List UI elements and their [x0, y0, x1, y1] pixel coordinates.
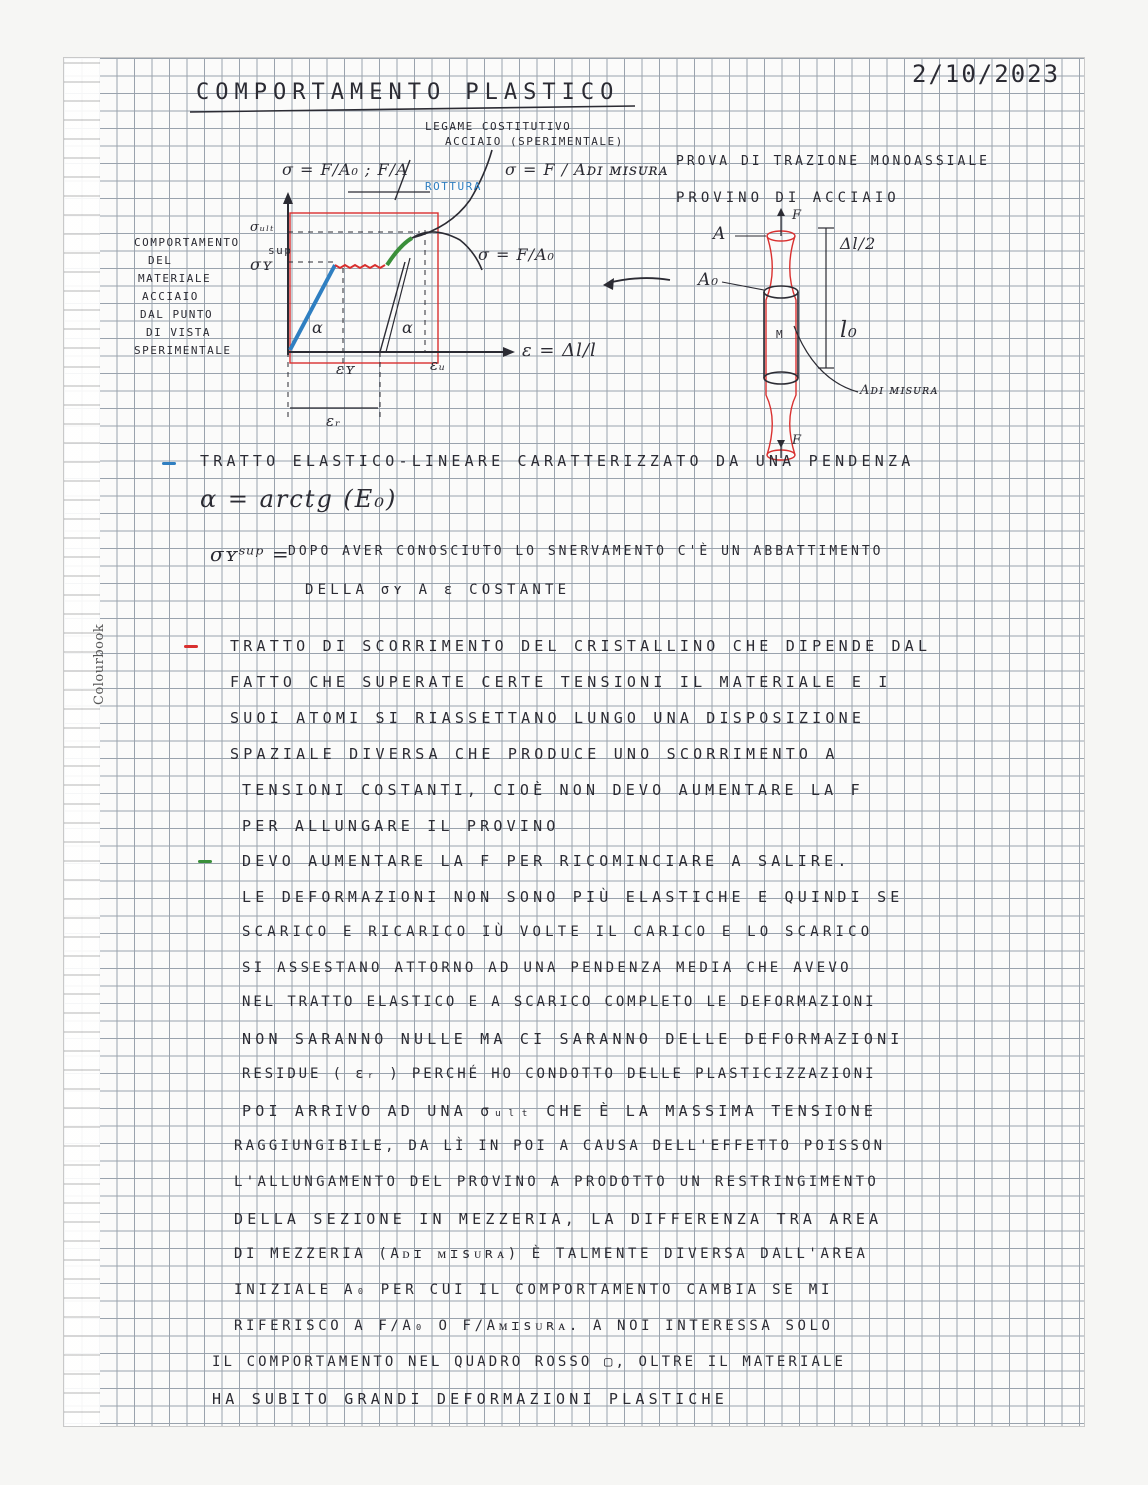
yield-plateau [335, 265, 385, 268]
rottura-label: ROTTURA [425, 180, 482, 193]
p3-line-3: SI ASSESTANO ATTORNO AD UNA PENDENZA MEDIA CHE AVEVO [242, 960, 852, 976]
side-label-1: DEL [148, 254, 173, 267]
area-a0-label: A₀ [698, 270, 720, 290]
p3-line-4: NEL TRATTO ELASTICO E A SCARICO COMPLETO LE DEFORMAZIONI [242, 994, 877, 1010]
p3-line-5: NON SARANNO NULLE MA CI SARANNO DELLE DEFORMAZIONI [242, 1030, 904, 1048]
p2-line-2: SUOI ATOMI SI RIASSETTANO LUNGO UNA DISPOSIZIONE [230, 709, 866, 727]
specimen-drawing [722, 208, 858, 460]
side-label-3: ACCIAIO [142, 290, 199, 303]
eps-r-label: εᵣ [326, 412, 342, 430]
sigma-sup-label: sup [268, 244, 293, 257]
bullet-green [198, 860, 212, 863]
bullet-blue [162, 462, 176, 465]
sigma-sup-formula: σʏˢᵘᵖ = [210, 542, 290, 566]
area-a-label: A [713, 224, 727, 244]
sigma-y-label: σʏ [250, 255, 274, 274]
side-label-5: DI VISTA [146, 326, 211, 339]
side-label-6: SPERIMENTALE [134, 344, 232, 357]
prova-label: PROVA DI TRAZIONE MONOASSIALE [676, 154, 990, 169]
m-label: M [776, 328, 785, 341]
eps-u-label: εᵤ [430, 356, 447, 374]
sigma-ult-label: σᵤₗₜ [250, 220, 275, 235]
legame-label: LEGAME COSTITUTIVO [425, 120, 572, 133]
p3-line-10: DELLA SEZIONE IN MEZZERIA, LA DIFFERENZA TRA AREA [234, 1210, 883, 1228]
line-elastic: TRATTO ELASTICO-LINEARE CARATTERIZZATO DA UNA PENDENZA [200, 452, 915, 470]
line-costante: DELLA σʏ A ε COSTANTE [305, 582, 571, 598]
side-label-2: MATERIALE [138, 272, 212, 285]
reload-line [386, 258, 410, 352]
sigma-amisura-label: σ = F / Aᴅɪ ᴍɪsᴜʀᴀ [505, 160, 669, 179]
dl-label: Δl/2 [840, 234, 877, 253]
sigma-fa-label: σ = F/A₀ ; F/A [282, 160, 409, 179]
p3-line-8: RAGGIUNGIBILE, DA LÌ IN POI A CAUSA DELL'EFFETTO POISSON [234, 1138, 886, 1154]
p3-line-12: INIZIALE A₀ PER CUI IL COMPORTAMENTO CAMBIA SE MI [234, 1282, 834, 1298]
y-axis-arrow [283, 192, 293, 204]
page-date: 2/10/2023 [912, 60, 1061, 88]
p2-line-4: TENSIONI COSTANTI, CIOÈ NON DEVO AUMENTARE LA F [242, 781, 864, 799]
p3-line-11: DI MEZZERIA (Aᴅɪ ᴍɪsᴜʀᴀ) È TALMENTE DIVERSA DALL'AREA [234, 1246, 869, 1262]
eps-axis-label: ε = Δl/l [522, 340, 597, 361]
l0-label: l₀ [840, 318, 858, 343]
sigma-a0-label: σ = F/A₀ [478, 245, 555, 264]
alpha-label-2: α [402, 318, 414, 337]
line-abbattimento: DOPO AVER CONOSCIUTO LO SNERVAMENTO C'È UN ABBATTIMENTO [288, 544, 884, 559]
p2-line-0: TRATTO DI SCORRIMENTO DEL CRISTALLINO CHE DIPENDE DAL [230, 637, 932, 655]
p3-line-13: RIFERISCO A F/A₀ O F/Aᴍɪsᴜʀᴀ. A NOI INTERESSA SOLO [234, 1318, 834, 1334]
p3-line-0: DEVO AUMENTARE LA F PER RICOMINCIARE A SALIRE. [242, 852, 851, 870]
engineering-curve [412, 232, 482, 270]
link-arrow [608, 278, 670, 283]
link-arrow-head [603, 278, 614, 290]
page-title: COMPORTAMENTO PLASTICO [196, 80, 620, 105]
x-axis-arrow [503, 347, 515, 357]
p3-line-6: RESIDUE ( εᵣ ) PERCHÉ HO CONDOTTO DELLE PLASTICIZZAZIONI [242, 1066, 877, 1082]
true-curve [412, 150, 492, 238]
p2-line-5: PER ALLUNGARE IL PROVINO [242, 817, 560, 835]
p3-line-15: HA SUBITO GRANDI DEFORMAZIONI PLASTICHE [212, 1390, 728, 1408]
p2-line-3: SPAZIALE DIVERSA CHE PRODUCE UNO SCORRIMENTO A [230, 745, 839, 763]
acciaio-sper-label: ACCIAIO (SPERIMENTALE) [445, 135, 624, 148]
p3-line-9: L'ALLUNGAMENTO DEL PROVINO A PRODOTTO UN RESTRINGIMENTO [234, 1174, 880, 1190]
side-label-4: DAL PUNTO [140, 308, 214, 321]
p2-line-1: FATTO CHE SUPERATE CERTE TENSIONI IL MATERIALE E I [230, 673, 892, 691]
formula-alpha: α = arctg (E₀) [200, 485, 398, 513]
unload-line [380, 262, 405, 352]
elastic-line [290, 265, 335, 350]
brand-label: Colourbook [92, 623, 107, 705]
amisura-label: Aᴅɪ ᴍɪsᴜʀᴀ [860, 383, 939, 398]
alpha-label-1: α [312, 318, 324, 337]
p3-line-7: POI ARRIVO AD UNA σᵤₗₜ CHE È LA MASSIMA TENSIONE [242, 1102, 878, 1120]
hardening-curve [387, 238, 412, 265]
p3-line-1: LE DEFORMAZIONI NON SONO PIÙ ELASTICHE E QUINDI SE [242, 888, 904, 906]
p3-line-14: IL COMPORTAMENTO NEL QUADRO ROSSO ▢, OLTRE IL MATERIALE [212, 1354, 847, 1370]
force-top-label: F [792, 208, 803, 223]
bullet-red [184, 645, 198, 648]
provino-label: PROVINO DI ACCIAIO [676, 190, 900, 206]
force-bottom-label: F [792, 433, 803, 448]
eps-y-label: εʏ [336, 360, 356, 378]
side-label-0: COMPORTAMENTO [134, 236, 240, 249]
p3-line-2: SCARICO E RICARICO IÙ VOLTE IL CARICO E LO SCARICO [242, 924, 874, 940]
